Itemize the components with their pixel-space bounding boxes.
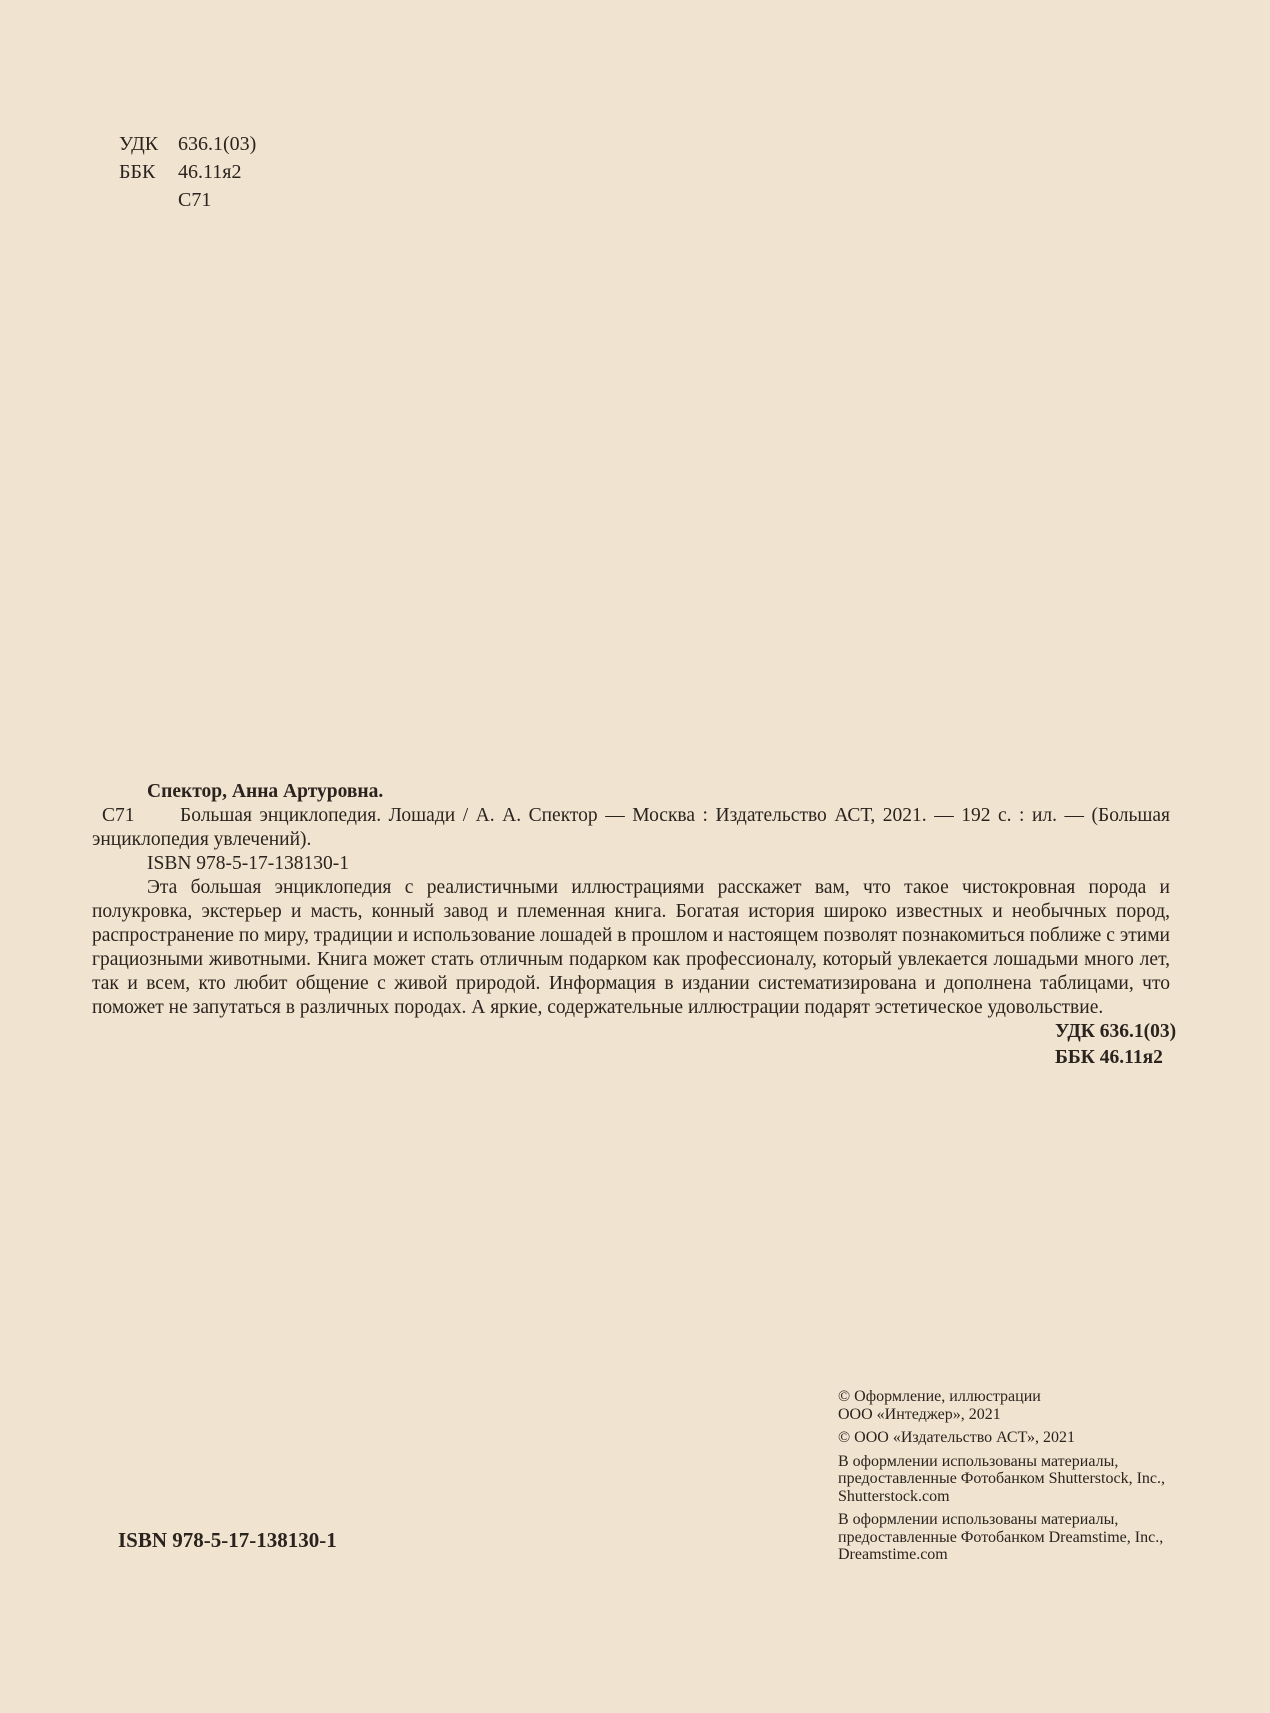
bbk-line: ББК 46.11я2 <box>1055 1047 1163 1068</box>
udk-line: УДК 636.1(03) <box>1055 1021 1177 1042</box>
copyright-publisher-para <box>838 1429 1178 1447</box>
copyright-line: Shutterstock.com <box>838 1487 950 1505</box>
isbn-line: ISBN 978-5-17-138130-1 <box>147 853 350 874</box>
author-heading: Спектор, Анна Артуровна. <box>147 781 384 802</box>
bbk-value: 46.11я2 <box>178 161 242 183</box>
bbk-label: ББК <box>119 161 156 183</box>
author-sign-code-row <box>119 186 256 214</box>
copyright-line: ООО «Интеджер», 2021 <box>838 1405 1001 1423</box>
copyright-block <box>838 1388 1178 1570</box>
udk-bbk-right-block <box>1055 1019 1176 1071</box>
margin-author-sign: С71 <box>102 805 135 826</box>
isbn-footer: ISBN 978-5-17-138130-1 <box>118 1528 337 1552</box>
bbk-code-row <box>119 158 256 186</box>
udk-code-row <box>119 130 256 158</box>
copyright-line: предоставленные Фотобанком Dreamstime, Inc., <box>838 1528 1164 1546</box>
udk-value: 636.1(03) <box>178 133 257 155</box>
copyright-design-para <box>838 1388 1178 1423</box>
author-sign-value: С71 <box>178 189 212 211</box>
copyright-line: © ООО «Издательство АСТ», 2021 <box>838 1429 1075 1446</box>
top-codes-block <box>119 130 256 214</box>
copyright-line: Dreamstime.com <box>838 1546 948 1563</box>
copyright-line: В оформлении использованы материалы, <box>838 1452 1119 1470</box>
copyright-dreamstime-para <box>838 1511 1178 1564</box>
copyright-line: © Оформление, иллюстрации <box>838 1388 1041 1405</box>
copyright-line: В оформлении использованы материалы, <box>838 1511 1119 1528</box>
bibliographic-entry: Большая энциклопедия. Лошади / А. А. Спектор — Москва : Издательство АСТ, 2021. — 192 с. : ил. — (Большая энциклопедия увлечений). <box>92 805 1170 850</box>
copyright-shutterstock-para <box>838 1453 1178 1506</box>
copyright-line: предоставленные Фотобанком Shutterstock, Inc., <box>838 1470 1166 1487</box>
udk-label: УДК <box>119 133 159 155</box>
annotation-text: Эта большая энциклопедия с реалистичными иллюстрациями расскажет вам, что такое чистокровная порода и полукровка, экстерьер и масть, конный завод и племенная книга. Богатая история широко известных и необычных пород, распространение по миру, традиции и использование лошадей в прошлом и настоящем позволят познакомиться поближе с этими грациозными животными. Книга может стать отличным подарком как профессионалу, который увлекается лошадьми много лет, так и всем, кто любит общение с живой природой. Информация в издании систематизирована и дополнена таблицами, что поможет не запутаться в различных породах. А яркие, содержательные иллюстрации подарят эстетическое удовольствие. <box>92 877 1170 1018</box>
catalog-card <box>92 780 1170 1020</box>
